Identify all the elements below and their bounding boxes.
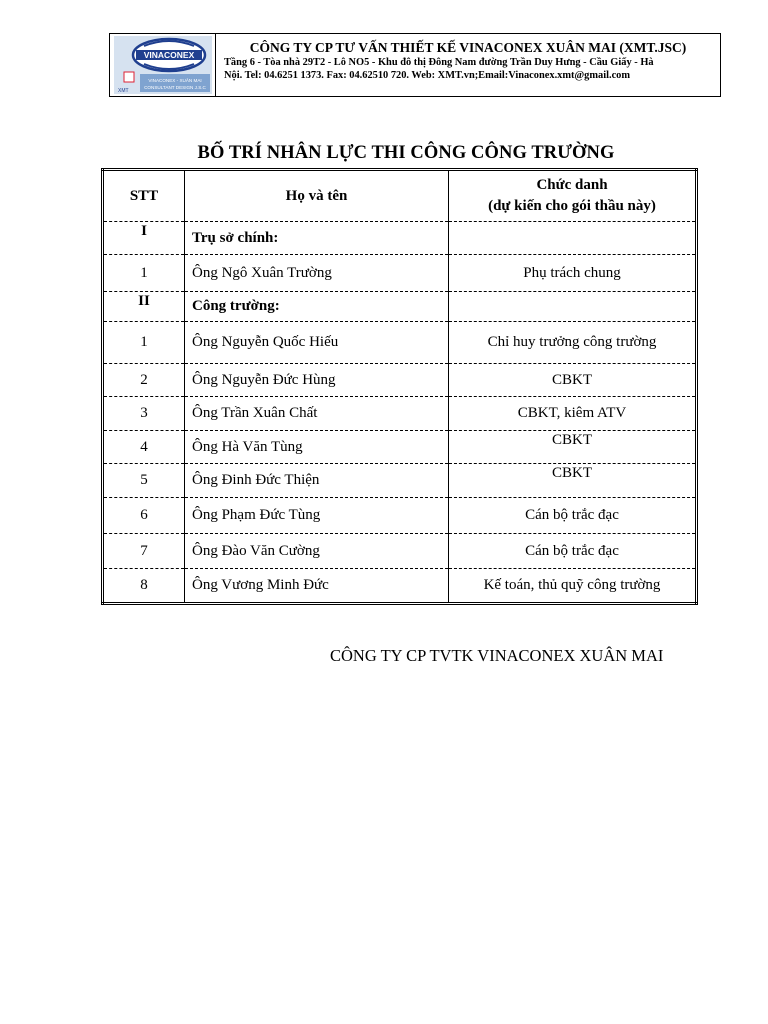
header-role-note: (dự kiến cho gói thầu này) bbox=[488, 198, 656, 214]
header-role-title: Chức danh bbox=[536, 177, 608, 193]
table-row bbox=[103, 397, 697, 431]
row-role: Cán bộ trắc đạc bbox=[449, 534, 697, 569]
row-name: Công trường: bbox=[185, 292, 449, 322]
row-name: Ông Hà Văn Tùng bbox=[185, 431, 449, 464]
row-role bbox=[449, 292, 697, 322]
row-role: CBKT bbox=[449, 431, 697, 464]
document-title: BỐ TRÍ NHÂN LỰC THI CÔNG CÔNG TRƯỜNG bbox=[197, 143, 615, 163]
header-stt: STT bbox=[103, 170, 185, 222]
row-stt: 8 bbox=[103, 569, 185, 604]
company-signature: CÔNG TY CP TVTK VINACONEX XUÂN MAI bbox=[330, 646, 664, 665]
row-name: Trụ sở chính: bbox=[185, 222, 449, 255]
logo-wordmark: VINACONEX bbox=[143, 50, 195, 60]
letterhead-text bbox=[216, 34, 720, 96]
row-stt: I bbox=[103, 222, 185, 255]
company-address-line-1: Tầng 6 - Tòa nhà 29T2 - Lô NO5 - Khu đô thị Đông Nam đường Trần Duy Hưng - Cầu Giấy - Hà bbox=[224, 57, 654, 68]
row-name: Ông Đào Văn Cường bbox=[185, 534, 449, 569]
row-name: Ông Đinh Đức Thiện bbox=[185, 464, 449, 498]
logo-caption-2: CONSULTANT DESIGN J.S.C bbox=[144, 85, 206, 90]
table-row bbox=[103, 292, 697, 322]
logo-caption-1: VINACONEX - XUÂN MAI bbox=[148, 78, 202, 83]
row-stt: 3 bbox=[103, 397, 185, 431]
row-name: Ông Trần Xuân Chất bbox=[185, 397, 449, 431]
table-row bbox=[103, 534, 697, 569]
row-role: CBKT, kiêm ATV bbox=[449, 397, 697, 431]
company-address bbox=[224, 57, 712, 82]
row-role: Cán bộ trắc đạc bbox=[449, 498, 697, 534]
row-stt: 1 bbox=[103, 322, 185, 364]
table-row bbox=[103, 464, 697, 498]
table-row bbox=[103, 322, 697, 364]
row-stt: II bbox=[103, 292, 185, 322]
company-name: CÔNG TY CP TƯ VẤN THIẾT KẾ VINACONEX XUÂN MAI (XMT.JSC) bbox=[249, 40, 687, 55]
company-logo bbox=[110, 34, 216, 96]
row-role: Phụ trách chung bbox=[449, 255, 697, 292]
row-role: Kế toán, thủ quỹ công trường bbox=[449, 569, 697, 604]
row-stt: 7 bbox=[103, 534, 185, 569]
table-row bbox=[103, 255, 697, 292]
row-role bbox=[449, 222, 697, 255]
row-name: Ông Vương Minh Đức bbox=[185, 569, 449, 604]
row-role: CBKT bbox=[449, 364, 697, 397]
letterhead bbox=[109, 33, 721, 97]
table-row bbox=[103, 222, 697, 255]
header-name: Họ và tên bbox=[185, 170, 449, 222]
row-name: Ông Nguyễn Quốc Hiếu bbox=[185, 322, 449, 364]
row-stt: 5 bbox=[103, 464, 185, 498]
header-role bbox=[449, 170, 697, 222]
row-name: Ông Nguyễn Đức Hùng bbox=[185, 364, 449, 397]
logo-side-text: XMT bbox=[118, 88, 129, 94]
row-name: Ông Phạm Đức Tùng bbox=[185, 498, 449, 534]
table-header-row bbox=[103, 170, 697, 222]
row-stt: 1 bbox=[103, 255, 185, 292]
row-name: Ông Ngô Xuân Trường bbox=[185, 255, 449, 292]
table-row bbox=[103, 364, 697, 397]
row-stt: 6 bbox=[103, 498, 185, 534]
table-row bbox=[103, 431, 697, 464]
row-role: Chỉ huy trưởng công trường bbox=[449, 322, 697, 364]
company-address-line-2: Nội. Tel: 04.6251 1373. Fax: 04.62510 720. Web: XMT.vn;Email:Vinaconex.xmt@gmail.com bbox=[224, 69, 631, 81]
row-stt: 2 bbox=[103, 364, 185, 397]
row-stt: 4 bbox=[103, 431, 185, 464]
table-row bbox=[103, 498, 697, 534]
row-role: CBKT bbox=[449, 464, 697, 498]
table-row bbox=[103, 569, 697, 604]
staff-table bbox=[101, 168, 698, 605]
